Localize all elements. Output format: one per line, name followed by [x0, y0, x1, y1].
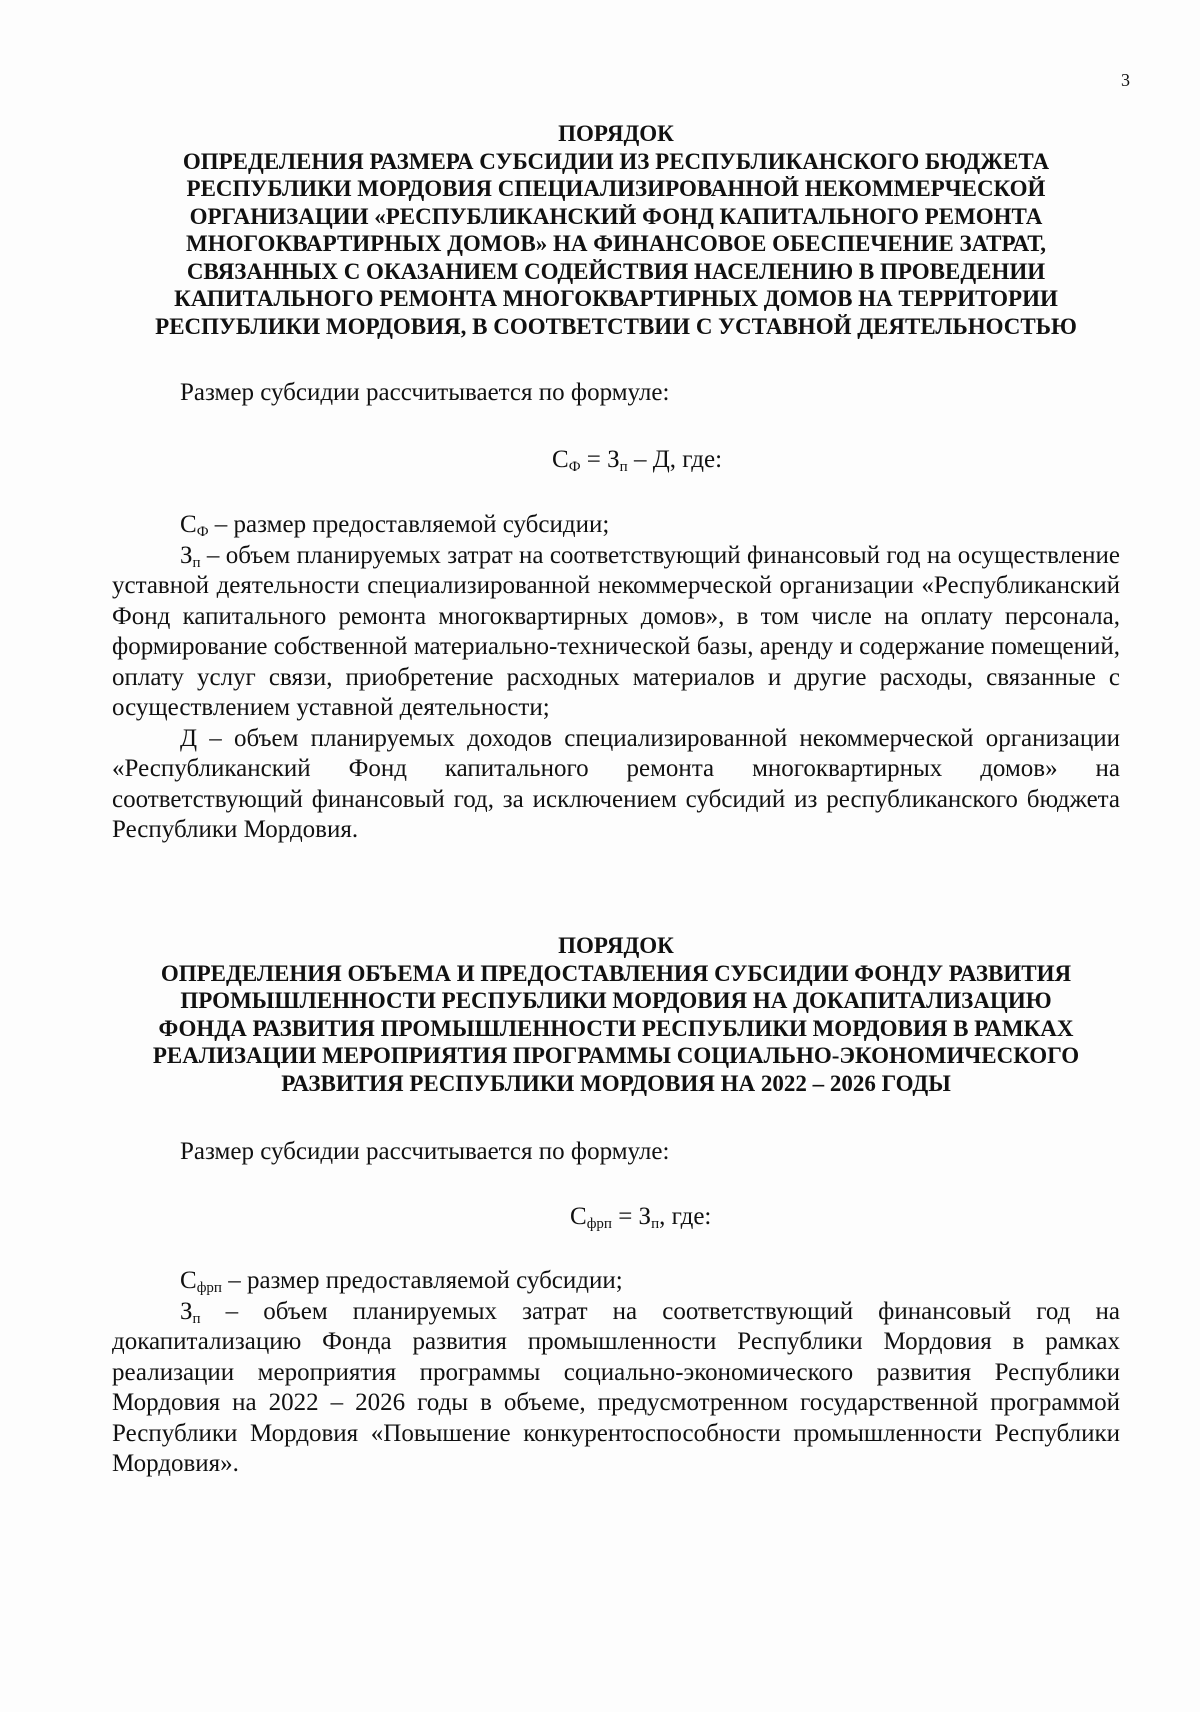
def-text: – размер предоставляемой субсидии; [221, 1267, 623, 1294]
section2-heading-line: ПРОМЫШЛЕННОСТИ РЕСПУБЛИКИ МОРДОВИЯ НА ДОКАПИТАЛИЗАЦИЮ [180, 988, 1052, 1013]
section1-heading [112, 120, 1120, 340]
section2-intro [112, 1137, 1120, 1168]
def-text: – объем планируемых затрат на соответствующий финансовый год на докапитализацию Фонда развития промышленности Республики Мордовия в рамках реализации мероприятия программы социально-экономического развития Республики Мордовия на 2022 – 2026 годы в объеме, предусмотренном государственной программой Республики Мордовия «Повышение конкурентоспособности промышленности Республики Мордовия». [112, 1297, 1120, 1477]
section2-definitions [112, 1266, 1120, 1480]
formula-eq: = З [580, 446, 620, 473]
section1-intro-text: Размер субсидии рассчитывается по формуле: [180, 379, 670, 406]
section1-heading-line: СВЯЗАННЫХ С ОКАЗАНИЕМ СОДЕЙСТВИЯ НАСЕЛЕНИЮ В ПРОВЕДЕНИИ [186, 258, 1046, 284]
section1-heading-line: МНОГОКВАРТИРНЫХ ДОМОВ» НА ФИНАНСОВОЕ ОБЕСПЕЧЕНИЕ ЗАТРАТ, [186, 231, 1046, 256]
section1-def2 [112, 541, 1120, 724]
def-text: – объем планируемых затрат на соответствующий финансовый год на осуществление уставной деятельности специализированной некоммерческой организации «Республиканский Фонд капитального ремонта многоквартирных домов», в том числе на оплату персонала, формирование собственной материально-технической базы, аренду и содержание помещений, оплату услуг связи, приобретение расходных материалов и другие расходы, связанные с осуществлением уставной деятельности; [112, 541, 1120, 721]
section2-heading-line: РЕАЛИЗАЦИИ МЕРОПРИЯТИЯ ПРОГРАММЫ СОЦИАЛЬНО-ЭКОНОМИЧЕСКОГО [152, 1043, 1080, 1068]
def-symbol-sub: фрп [196, 1280, 222, 1296]
def-symbol: З [180, 541, 193, 569]
formula-lhs-sub: фрп [586, 1216, 612, 1232]
section1-heading-line: КАПИТАЛЬНОГО РЕМОНТА МНОГОКВАРТИРНЫХ ДОМОВ НА ТЕРРИТОРИИ [174, 286, 1058, 311]
def-text: – размер предоставляемой субсидии; [208, 511, 610, 538]
section1-formula [552, 445, 722, 475]
section2-heading-line: ПОРЯДОК [558, 933, 674, 958]
section2-formula [570, 1202, 711, 1232]
formula-tail: , где: [659, 1203, 712, 1230]
def-symbol: С [180, 1267, 197, 1294]
section1-def3: Д – объем планируемых доходов специализированной некоммерческой организации «Республиканский Фонд капитального ремонта многоквартирных домов» на соответствующий финансовый год, за исключением субсидий из республиканского бюджета Республики Мордовия. [112, 724, 1120, 843]
section2-def2 [112, 1297, 1120, 1480]
formula-tail: – Д, где: [627, 446, 723, 473]
section1-def1 [112, 510, 1120, 541]
section2-heading-line: ОПРЕДЕЛЕНИЯ ОБЪЕМА И ПРЕДОСТАВЛЕНИЯ СУБСИДИИ ФОНДУ РАЗВИТИЯ [160, 960, 1072, 986]
section1-intro [112, 378, 1120, 409]
section1-heading-line: ОПРЕДЕЛЕНИЯ РАЗМЕРА СУБСИДИИ ИЗ РЕСПУБЛИКАНСКОГО БЮДЖЕТА [182, 148, 1050, 174]
section1-heading-line: ПОРЯДОК [558, 121, 674, 146]
section2-heading-line: ФОНДА РАЗВИТИЯ ПРОМЫШЛЕННОСТИ РЕСПУБЛИКИ МОРДОВИЯ В РАМКАХ [158, 1015, 1074, 1041]
section2-heading-line: РАЗВИТИЯ РЕСПУБЛИКИ МОРДОВИЯ НА 2022 – 2026 ГОДЫ [281, 1070, 951, 1096]
def-symbol-sub: п [192, 554, 201, 571]
formula-lhs: С [570, 1203, 587, 1230]
formula-rhs-sub: п [651, 1216, 660, 1232]
section2-intro-text: Размер субсидии рассчитывается по формуле: [180, 1138, 670, 1165]
section2-def1 [112, 1266, 1120, 1297]
section1-heading-line: РЕСПУБЛИКИ МОРДОВИЯ СПЕЦИАЛИЗИРОВАННОЙ НЕКОММЕРЧЕСКОЙ [186, 176, 1046, 201]
formula-lhs-sub: Ф [568, 459, 581, 475]
section1-heading-line: ОРГАНИЗАЦИИ «РЕСПУБЛИКАНСКИЙ ФОНД КАПИТАЛЬНОГО РЕМОНТА [189, 203, 1043, 229]
formula-rhs-sub: п [619, 459, 628, 475]
section2-heading [112, 932, 1120, 1097]
def-symbol-sub: п [192, 1310, 201, 1327]
def-symbol: З [180, 1297, 193, 1325]
page-number: 3 [1121, 70, 1130, 90]
section1-heading-line: РЕСПУБЛИКИ МОРДОВИЯ, В СООТВЕТСТВИИ С УСТАВНОЙ ДЕЯТЕЛЬНОСТЬЮ [155, 313, 1077, 339]
def-symbol: С [180, 511, 197, 538]
section1-definitions [112, 510, 1120, 846]
formula-eq: = З [611, 1203, 652, 1230]
formula-lhs: С [552, 446, 569, 473]
def-symbol-sub: Ф [196, 524, 209, 540]
